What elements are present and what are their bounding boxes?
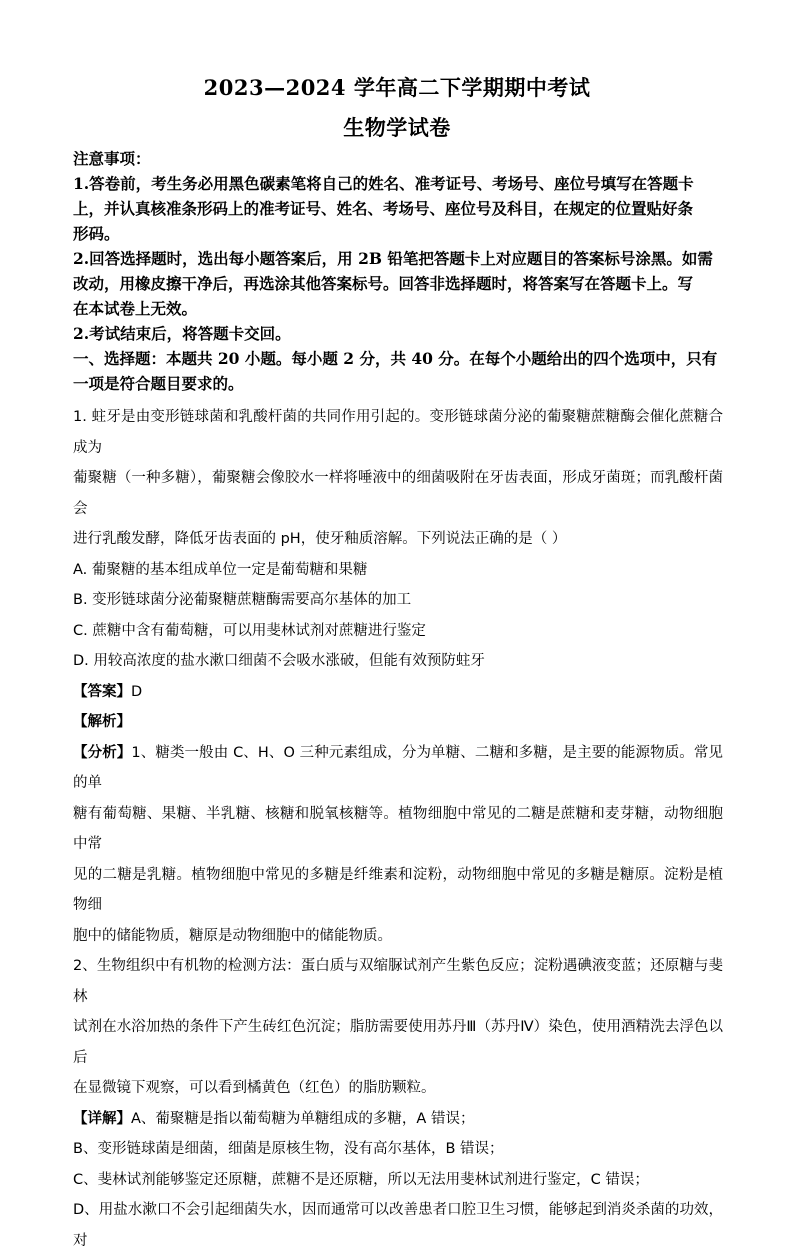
exam-title: 2023—2024 学年高二下学期期中考试	[203, 75, 591, 100]
question-1	[73, 402, 723, 1256]
question-stem-line-1: 1. 蛀牙是由变形链球菌和乳酸杆菌的共同作用引起的。变形链球菌分泌的葡聚糖蔗糖酶会催化蔗糖合成为	[73, 409, 723, 456]
notice-item-2-line-3: 在本试卷上无效。	[73, 299, 198, 318]
detail-a-line	[73, 1104, 723, 1135]
answer-line	[73, 677, 723, 708]
question-stem-line-3: 进行乳酸发酵，降低牙齿表面的 pH，使牙釉质溶解。下列说法正确的是（ ）	[73, 531, 567, 547]
answer-tag: 【答案】	[73, 683, 131, 700]
exam-subtitle: 生物学试卷	[343, 115, 451, 140]
option-c: C. 蔗糖中含有葡萄糖，可以用斐林试剂对蔗糖进行鉴定	[73, 622, 426, 639]
notice-heading: 注意事项：	[73, 149, 151, 168]
detail-c: C、斐林试剂能够鉴定还原糖，蔗糖不是还原糖，所以无法用斐林试剂进行鉴定，C 错误；	[73, 1171, 649, 1188]
analysis-line	[73, 707, 723, 738]
analysis-tag: 【解析】	[73, 714, 131, 730]
notice-item-3: 2.考试结束后，将答题卡交回。	[73, 324, 291, 343]
analysis-p2-line-3: 在显微镜下观察，可以看到橘黄色（红色）的脂肪颗粒。	[73, 1080, 436, 1096]
analysis-p2-line-1: 2、生物组织中有机物的检测方法：蛋白质与双缩脲试剂产生紫色反应；淀粉遇碘液变蓝；还原糖与斐林	[73, 958, 723, 1005]
analysis-p1-text-1: 1、糖类一般由 C、H、O 三种元素组成，分为单糖、二糖和多糖，是主要的能源物质。常见的单	[73, 744, 724, 791]
detail-d: D、用盐水漱口不会引起细菌失水，因而通常可以改善患者口腔卫生习惯，能够起到消炎杀菌的功效，对	[73, 1202, 723, 1249]
analysis-p1-line-2: 糖有葡萄糖、果糖、半乳糖、核糖和脱氧核糖等。植物细胞中常见的二糖是蔗糖和麦芽糖，动物细胞中常	[73, 805, 723, 852]
notice-item-1-line-3: 形码。	[73, 224, 120, 243]
option-d: D. 用较高浓度的盐水漱口细菌不会吸水涨破，但能有效预防蛀牙	[73, 653, 485, 669]
detail-tag: 【详解】	[73, 1110, 131, 1127]
analysis-sub-tag: 【分析】	[73, 744, 132, 761]
question-stem-line-2: 葡聚糖（一种多糖），葡聚糖会像胶水一样将唾液中的细菌吸附在牙齿表面，形成牙菌斑；而乳酸杆菌会	[73, 470, 723, 517]
section-heading-line-2: 一项是符合题目要求的。	[73, 374, 244, 393]
analysis-p1-line-4: 胞中的储能物质，糖原是动物细胞中的储能物质。	[73, 927, 392, 944]
notice-item-2-line-1: 2.回答选择题时，选出每小题答案后，用 2B 铅笔把答题卡上对应题目的答案标号涂黑。如需	[73, 249, 713, 268]
section-heading-line-1: 一、选择题：本题共 20 小题。每小题 2 分，共 40 分。在每个小题给出的四个选项中，只有	[73, 349, 718, 368]
detail-b: B、变形链球菌是细菌，细菌是原核生物，没有高尔基体，B 错误；	[73, 1141, 504, 1157]
answer-value: D	[131, 683, 143, 700]
page-content	[73, 146, 723, 1256]
option-a: A. 葡聚糖的基本组成单位一定是葡萄糖和果糖	[73, 561, 368, 578]
option-b: B. 变形链球菌分泌葡聚糖蔗糖酶需要高尔基体的加工	[73, 592, 412, 608]
notice-item-1-line-2: 上，并认真核准条形码上的准考证号、姓名、考场号、座位号及科目，在规定的位置贴好条	[73, 199, 694, 218]
detail-a: A、葡聚糖是指以葡萄糖为单糖组成的多糖，A 错误；	[131, 1110, 475, 1127]
analysis-p1-line-1	[73, 738, 723, 799]
analysis-p1-line-3: 见的二糖是乳糖。植物细胞中常见的多糖是纤维素和淀粉，动物细胞中常见的多糖是糖原。淀粉是植物细	[73, 866, 723, 913]
analysis-p2-line-2: 试剂在水浴加热的条件下产生砖红色沉淀；脂肪需要使用苏丹Ⅲ（苏丹Ⅳ）染色，使用酒精洗去浮色以后	[73, 1019, 723, 1066]
notice-item-2-line-2: 改动，用橡皮擦干净后，再选涂其他答案标号。回答非选择题时，将答案写在答题卡上。写	[73, 274, 694, 293]
notice-item-1-line-1: 1.答卷前，考生务必用黑色碳素笔将自己的姓名、准考证号、考场号、座位号填写在答题卡	[73, 174, 694, 193]
